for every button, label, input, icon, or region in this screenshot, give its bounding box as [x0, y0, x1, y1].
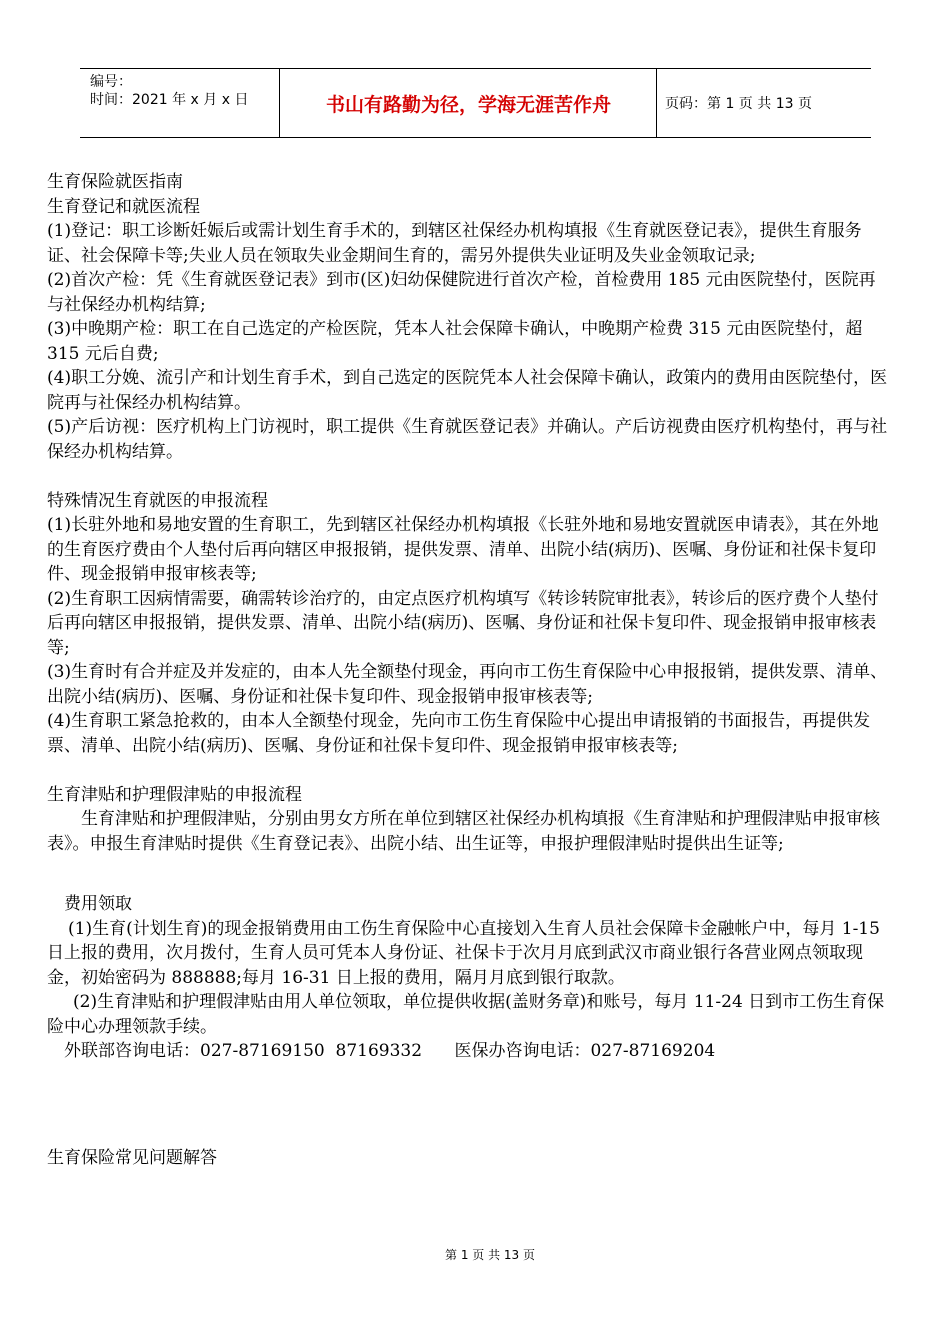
list-item: (5)产后访视：医疗机构上门访视时，职工提供《生育就医登记表》并确认。产后访视费由医疗机构垫付，再与社保经办机构结算。 [47, 417, 888, 462]
list-item: (4)职工分娩、流引产和计划生育手术，到自己选定的医院凭本人社会保障卡确认，政策内的费用由医院垫付，医院再与社保经办机构结算。 [47, 368, 888, 413]
header-page-info: 页码：第 1 页 共 13 页 [665, 96, 812, 112]
document-title: 生育保险就医指南 [47, 172, 183, 192]
section-heading-registration: 生育登记和就医流程 [47, 196, 200, 217]
page-header [80, 68, 871, 138]
list-item: (2)生育职工因病情需要，确需转诊治疗的，由定点医疗机构填写《转诊转院审批表》，转诊后的医疗费个人垫付后再向辖区申报报销，提供发票、清单、出院小结(病历)、医嘱、身份证和社保卡复印件、现金报销申报审核表等; [47, 588, 879, 658]
section-heading-fee-collection: 费用领取 [64, 894, 132, 914]
fee-paragraph-2: (2)生育津贴和护理假津贴由用人单位领取，单位提供收据(盖财务章)和账号，每月 11-24 日到市工伤生育保险中心办理领款手续。 [47, 992, 885, 1037]
header-motto-cell [281, 69, 657, 137]
section-heading-faq: 生育保险常见问题解答 [47, 1147, 217, 1168]
header-motto: 书山有路勤为径，学海无涯苦作舟 [325, 93, 611, 116]
list-item: (2)首次产检：凭《生育就医登记表》到市(区)妇幼保健院进行首次产检，首检费用 185 元由医院垫付，医院再与社保经办机构结算; [47, 270, 876, 315]
header-info-cell [80, 69, 280, 137]
page-footer: 第 1 页 共 13 页 [445, 1248, 535, 1262]
list-item: (3)中晚期产检：职工在自己选定的产检医院，凭本人社会保障卡确认，中晚期产检费 315 元由医院垫付，超 315 元后自费; [47, 319, 863, 364]
allowance-paragraph: 生育津贴和护理假津贴，分别由男女方所在单位到辖区社保经办机构填报《生育津贴和护理假津贴申报审核表》。申报生育津贴时提供《生育登记表》、出院小结、出生证等，申报护理假津贴时提供出生证等; [47, 809, 880, 854]
list-item: (1)长驻外地和易地安置的生育职工，先到辖区社保经办机构填报《长驻外地和易地安置就医申请表》，其在外地的生育医疗费由个人垫付后再向辖区申报报销，提供发票、清单、出院小结(病历)、医嘱、身份证和社保卡复印件、现金报销申报审核表等; [47, 515, 879, 584]
document-body [47, 170, 892, 1170]
header-date: 时间：2021 年 x 月 x 日 [90, 92, 249, 108]
list-item: (1)登记：职工诊断妊娠后或需计划生育手术的，到辖区社保经办机构填报《生育就医登记表》，提供生育服务证、社会保障卡等;失业人员在领取失业金期间生育的，需另外提供失业证明及失业金领取记录; [47, 221, 862, 266]
list-item: (3)生育时有合并症及并发症的，由本人先全额垫付现金，再向市工伤生育保险中心申报报销，提供发票、清单、出院小结(病历)、医嘱、身份证和社保卡复印件、现金报销申报审核表等; [47, 662, 888, 707]
list-item: (4)生育职工紧急抢救的，由本人全额垫付现金，先向市工伤生育保险中心提出申请报销的书面报告，再提供发票、清单、出院小结(病历)、医嘱、身份证和社保卡复印件、现金报销申报审核表等; [47, 711, 871, 756]
header-number-label: 编号： [90, 74, 132, 90]
phone-line: 外联部咨询电话：027-87169150 87169332 医保办咨询电话：027-87169204 [64, 1041, 716, 1061]
section-heading-allowance: 生育津贴和护理假津贴的申报流程 [47, 784, 302, 805]
section-heading-special-cases: 特殊情况生育就医的申报流程 [47, 490, 268, 511]
fee-paragraph-1: (1)生育(计划生育)的现金报销费用由工伤生育保险中心直接划入生育人员社会保障卡金融帐户中，每月 1-15 日上报的费用，次月拨付，生育人员可凭本人身份证、社保卡于次月月底到武汉市商业银行各营业网点领取现金，初始密码为 888888;每月 16-31 日上报的费用，隔月月底到银行取款。 [47, 918, 880, 988]
